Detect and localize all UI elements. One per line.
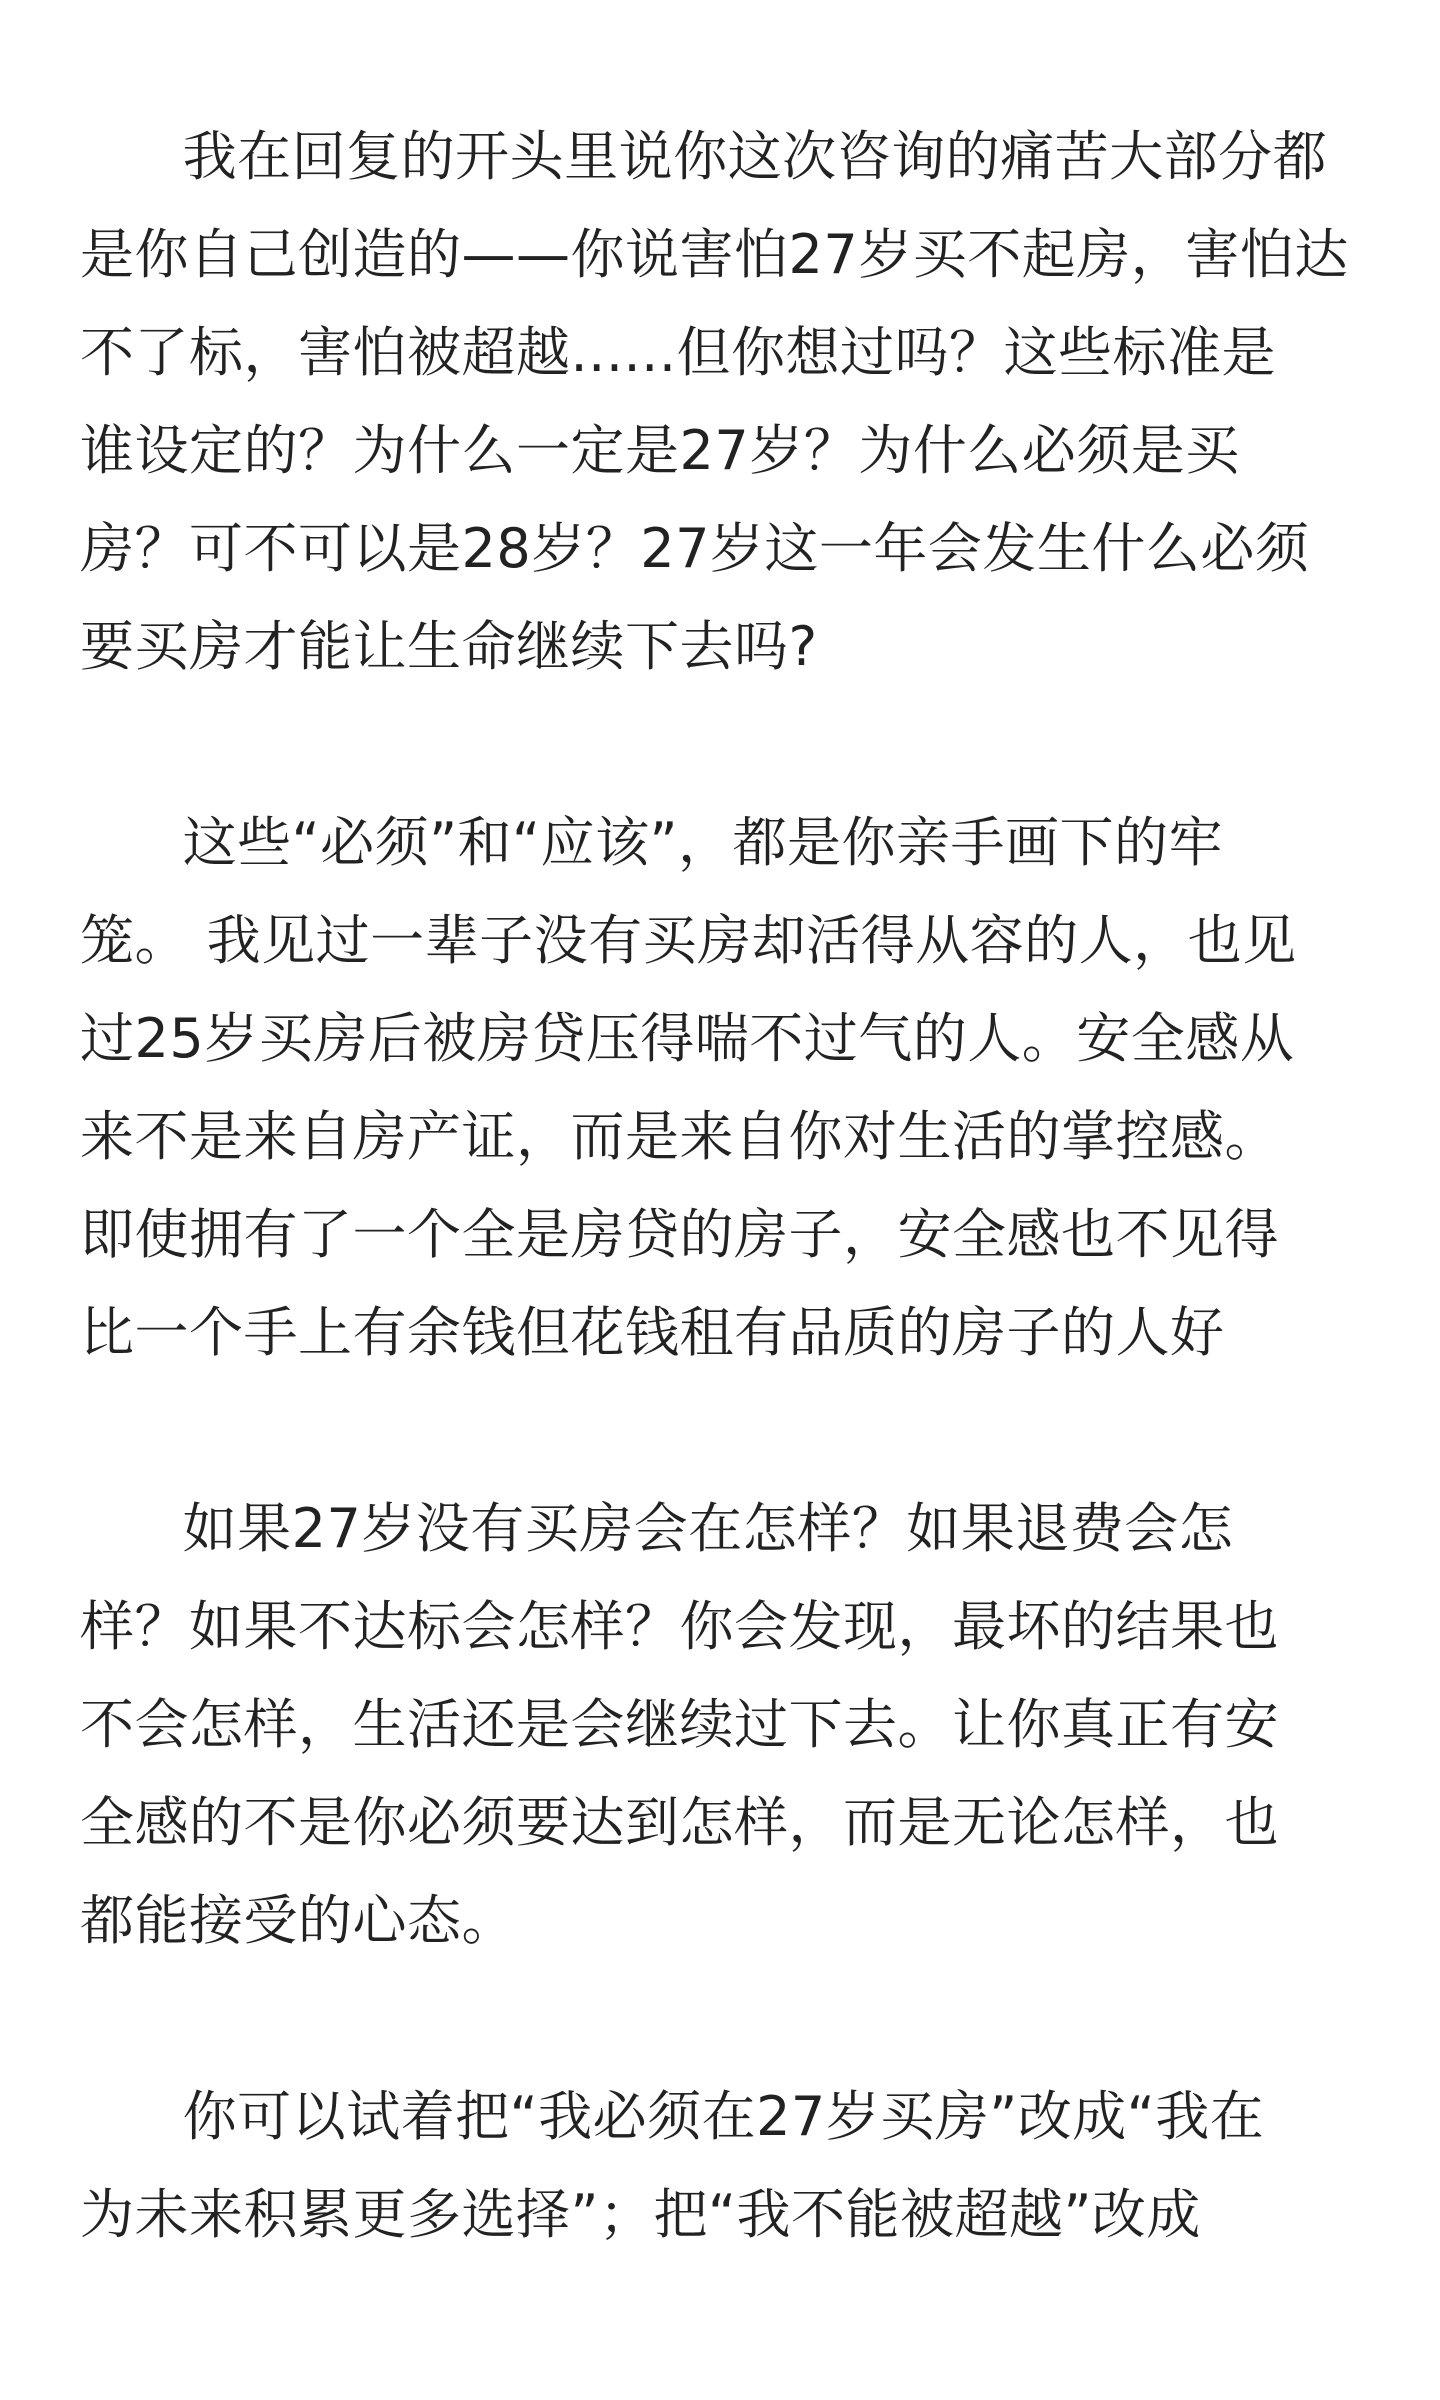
paragraph-2: 这些“必须”和“应该”，都是你亲手画下的牢 笼。 我见过一辈子没有买房却活得从容的人，也见 过25岁买房后被房贷压得喘不过气的人。安全感从 来不是来自房产证，而是来自你对生活的掌控感。 即使拥有了一个全是房贷的房子，安全感也不见得 比一个手上有余钱但花钱租有品质的房子的人好 <box>80 811 1297 1364</box>
paragraph-3: 如果27岁没有买房会在怎样？如果退费会怎 样？如果不达标会怎样？你会发现，最坏的结果也 不会怎样，生活还是会继续过下去。让你真正有安 全感的不是你必须要达到怎样，而是无论怎样，也 都能接受的心态。 <box>80 1497 1279 1952</box>
paragraph-4: 你可以试着把“我必须在27岁买房”改成“我在 为未来积累更多选择”；把“我不能被超越”改成 <box>80 2085 1265 2246</box>
paragraph-1: 我在回复的开头里说你这次咨询的痛苦大部分都 是你自己创造的——你说害怕27岁买不起房，害怕达 不了标，害怕被超越......但你想过吗？这些标准是 谁设定的？为什么一定是27岁？为什么必须是买 房？可不可以是28岁？27岁这一年会发生什么必须 要买房才能让生命继续下去吗? <box>80 125 1349 678</box>
article-body <box>80 108 1370 2264</box>
